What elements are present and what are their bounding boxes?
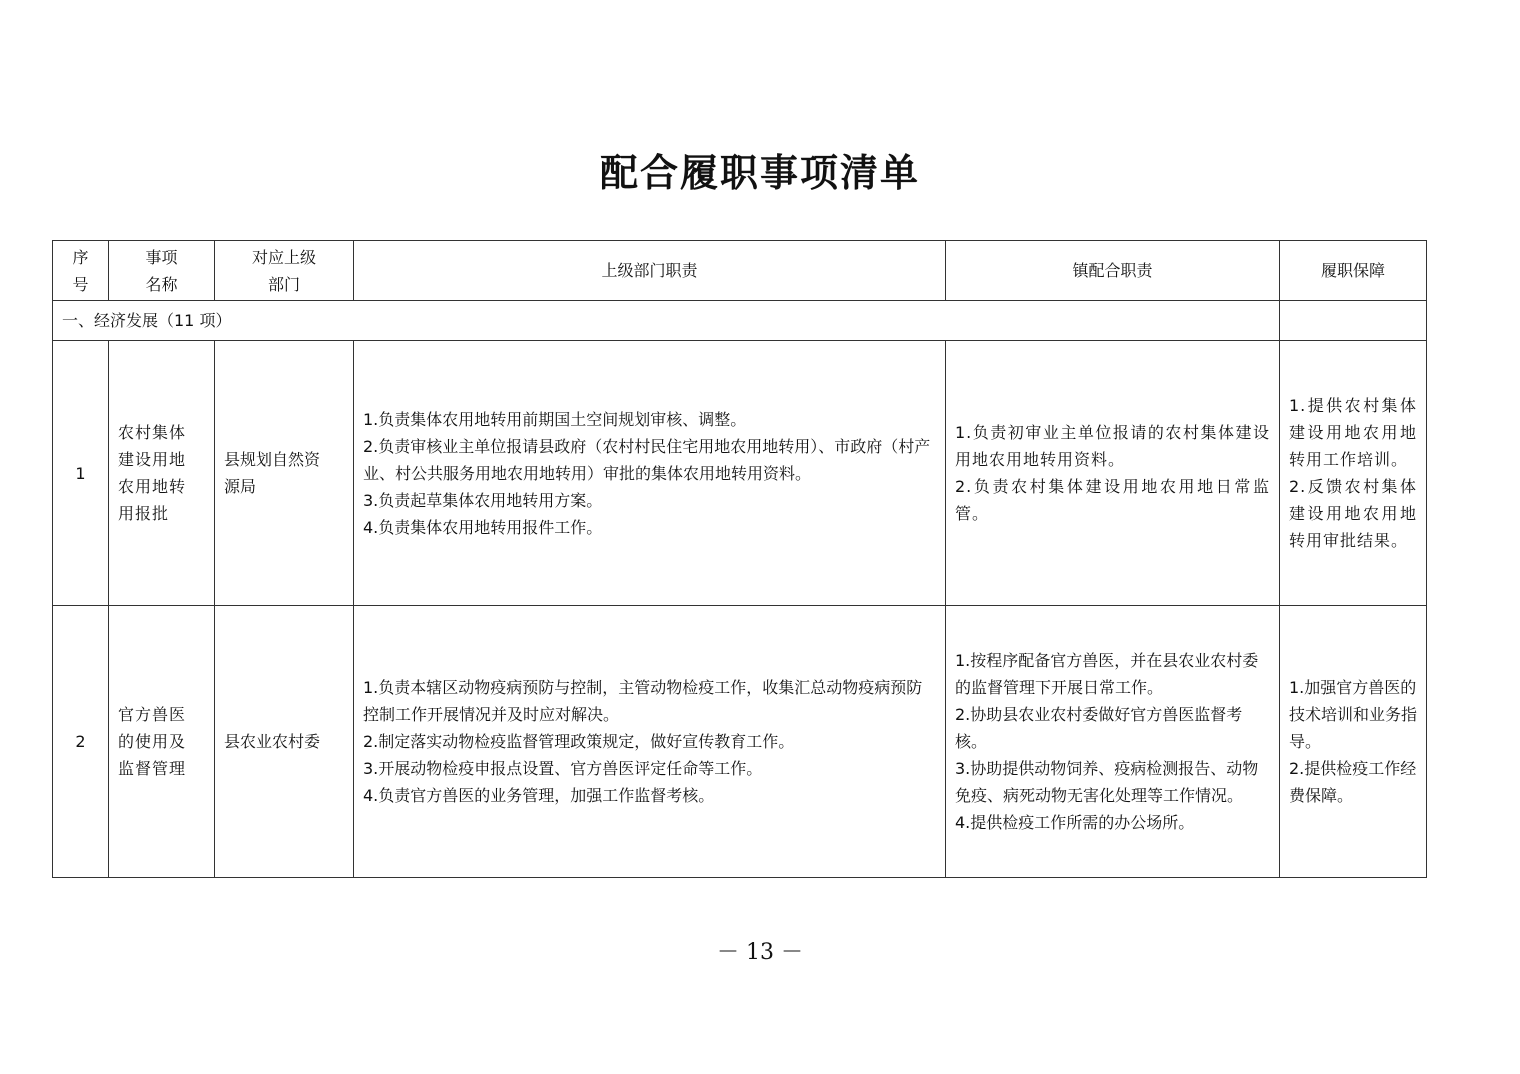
page-title: 配合履职事项清单 [599, 150, 920, 195]
header-town: 镇配合职责 [946, 241, 1280, 301]
row-town-duties: 1.按程序配备官方兽医，并在县农业农村委的监督管理下开展日常工作。 2.协助县农业农村委做好官方兽医监督考核。 3.协助提供动物饲养、疫病检测报告、动物免疫、病死动物无害化处理等工作情况。 4.提供检疫工作所需的办公场所。 [946, 606, 1280, 878]
header-dept: 对应上级 部门 [215, 241, 354, 301]
row-superior-duties: 1.负责本辖区动物疫病预防与控制，主管动物检疫工作，收集汇总动物疫病预防控制工作开展情况并及时应对解决。 2.制定落实动物检疫监督管理政策规定，做好宣传教育工作。 3.开展动物检疫申报点设置、官方兽医评定任命等工作。 4.负责官方兽医的业务管理，加强工作监督考核。 [354, 606, 946, 878]
section-empty-cell [1280, 301, 1427, 341]
header-guarantee: 履职保障 [1280, 241, 1427, 301]
duty-table [52, 240, 1427, 878]
row-guarantee: 1.加强官方兽医的技术培训和业务指导。 2.提供检疫工作经费保障。 [1280, 606, 1427, 878]
header-row [53, 241, 1427, 301]
header-superior: 上级部门职责 [354, 241, 946, 301]
row-town-duties: 1.负责初审业主单位报请的农村集体建设用地农用地转用资料。 2.负责农村集体建设用地农用地日常监管。 [946, 341, 1280, 606]
table-row [53, 341, 1427, 606]
row-dept: 县规划自然资 源局 [215, 341, 354, 606]
row-superior-duties: 1.负责集体农用地转用前期国土空间规划审核、调整。 2.负责审核业主单位报请县政府（农村村民住宅用地农用地转用）、市政府（村产业、村公共服务用地农用地转用）审批的集体农用地转用资料。 3.负责起草集体农用地转用方案。 4.负责集体农用地转用报件工作。 [354, 341, 946, 606]
section-row [53, 301, 1427, 341]
row-item: 官方兽医 的使用及 监督管理 [109, 606, 215, 878]
row-guarantee: 1.提供农村集体建设用地农用地转用工作培训。 2.反馈农村集体建设用地农用地转用审批结果。 [1280, 341, 1427, 606]
row-item: 农村集体 建设用地 农用地转 用报批 [109, 341, 215, 606]
row-seq: 1 [53, 341, 109, 606]
header-item: 事项 名称 [109, 241, 215, 301]
table-row [53, 606, 1427, 878]
header-seq: 序 号 [53, 241, 109, 301]
section-title: 一、经济发展（11 项） [53, 301, 1280, 341]
row-dept: 县农业农村委 [215, 606, 354, 878]
row-seq: 2 [53, 606, 109, 878]
page-number: － 13 － [717, 940, 803, 965]
